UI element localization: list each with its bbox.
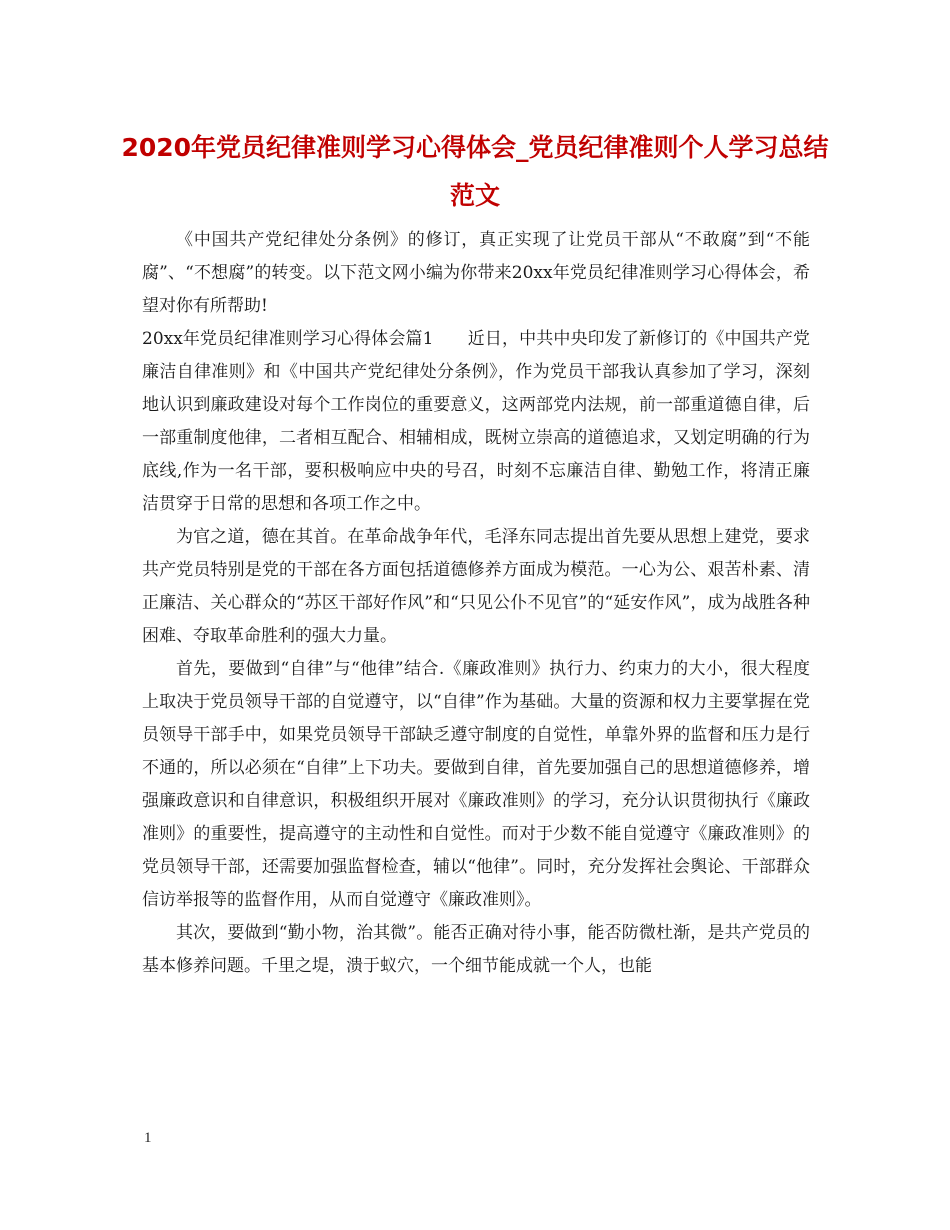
paragraph-intro: 《中国共产党纪律处分条例》的修订，真正实现了让党员干部从“不敢腐”到“不能腐”、“不想腐”的转变。以下范文网小编为你带来20xx年党员纪律准则学习心得体会，希望对你有所帮助!	[142, 230, 810, 316]
paragraph-first-point: 首先，要做到“自律”与“他律”结合.《廉政准则》执行力、约束力的大小，很大程度上取决于党员领导干部的自觉遵守，以“自律”作为基础。大量的资源和权力主要掌握在党员领导干部手中，如果党员领导干部缺乏遵守制度的自觉性，单靠外界的监督和压力是行不通的，所以必须在“自律”上下功夫。要做到自律，首先要加强自己的思想道德修养，增强廉政意识和自律意识，积极组织开展对《廉政准则》的学习，充分认识贯彻执行《廉政准则》的重要性，提高遵守的主动性和自觉性。而对于少数不能自觉遵守《廉政准则》的党员领导干部，还需要加强监督检查，辅以“他律”。同时，充分发挥社会舆论、干部群众信访举报等的监督作用，从而自觉遵守《廉政准则》。	[142, 659, 810, 910]
page-number: 1	[144, 1130, 152, 1146]
document-body	[142, 224, 810, 983]
paragraph-virtue: 为官之道，德在其首。在革命战争年代，毛泽东同志提出首先要从思想上建党，要求共产党员特别是党的干部在各方面包括道德修养方面成为模范。一心为公、艰苦朴素、清正廉洁、关心群众的“苏区干部好作风”和“只见公仆不见官”的“延安作风”，成为战胜各种困难、夺取革命胜利的强大力量。	[142, 527, 810, 646]
paragraph-second-point: 其次，要做到“勤小物，治其微”。能否正确对待小事，能否防微杜渐，是共产党员的基本修养问题。千里之堤，溃于蚁穴，一个细节能成就一个人，也能	[142, 923, 810, 976]
paragraph-section-1: 20xx年党员纪律准则学习心得体会篇1 近日，中共中央印发了新修订的《中国共产党廉洁自律准则》和《中国共产党纪律处分条例》，作为党员干部我认真参加了学习，深刻地认识到廉政建设对每个工作岗位的重要意义，这两部党内法规，前一部重道德自律，后一部重制度他律，二者相互配合、相辅相成，既树立崇高的道德追求，又划定明确的行为底线,作为一名干部，要积极响应中央的号召，时刻不忘廉洁自律、勤勉工作，将清正廉洁贯穿于日常的思想和各项工作之中。	[142, 329, 810, 514]
document-title: 2020年党员纪律准则学习心得体会_党员纪律准则个人学习总结范文	[121, 133, 829, 210]
